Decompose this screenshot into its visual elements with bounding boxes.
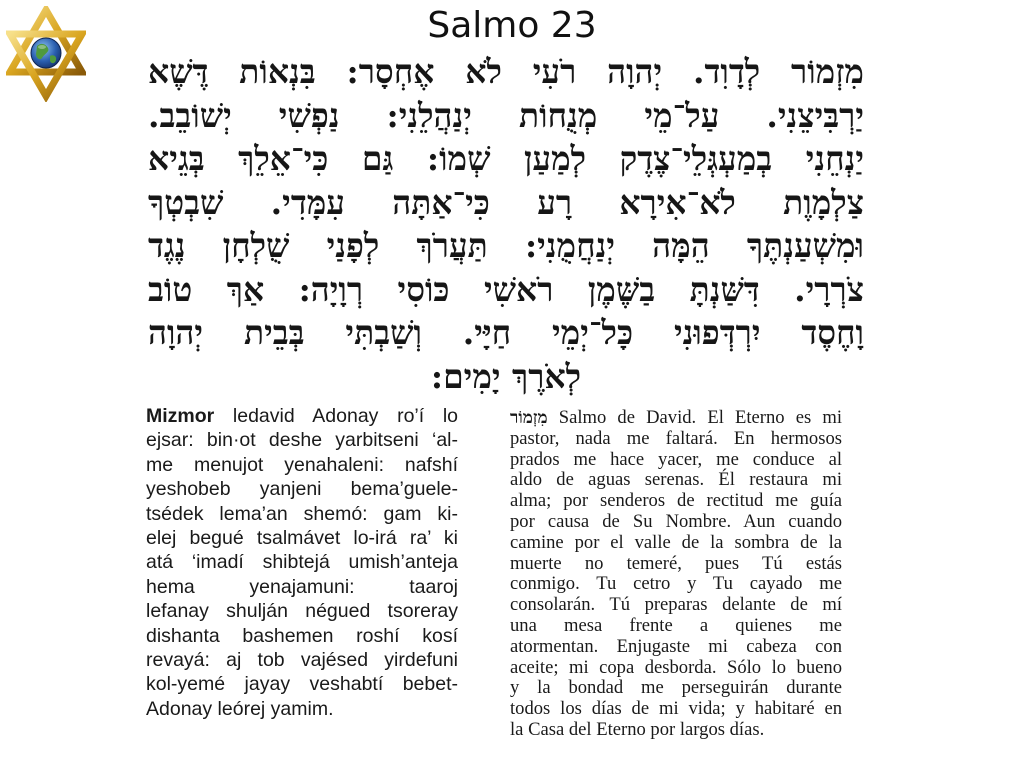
translit-line: yeshobeb yanjeni bema’guele- [146,478,458,501]
spanish-line: camine por el valle de la sombra de la [510,531,842,553]
hebrew-line: לְאֹרֶךְ יָמִים: [430,356,582,396]
spanish-line-text: Salmo de David. El Eterno es mi [547,407,842,428]
translit-first-word: Mizmor [146,405,215,427]
spanish-line: pastor, nada me faltará. En hermosos [510,427,842,449]
translit-line: lefanay shulján négued tsoreray [146,600,458,623]
translit-line: me menujot yenahaleni: nafshí [146,453,458,476]
spanish-hebrew-heading: מִזְמוֹר [510,408,548,428]
translit-line: tsédek lema’an shemó: gam ki- [146,502,458,525]
spanish-line: y la bondad me perseguirán durante [510,677,842,699]
translit-line: Adonay leórej yamim. [146,697,334,720]
hebrew-line: מִזְמוֹר לְדָוִד. יְהוָה רֹעִי לֹא אֶחְסָר: בִּנְאוֹת דֶּשֶׁא [148,52,864,91]
spanish-line: aldo de aguas serenas. Él restaura mi [510,469,842,491]
spanish-line: prados me hace yacer, me conduce al [510,448,842,470]
spanish-line: aceite; mi copa desborda. Sólo lo bueno [510,656,842,678]
spanish-line: atormentan. Enjugaste mi cabeza con [510,635,842,657]
translit-line: atá ‘imadí shibtejá umish’anteja [146,551,458,574]
page-title: Salmo 23 [427,5,597,46]
hebrew-line: צַלְמָוֶת לֹא־אִירָא רָע כִּי־אַתָּה עִמָּדִי. שִׁבְטְךָ [148,182,864,222]
transliteration-column [146,404,458,721]
spanish-line: la Casa del Eterno por largos días. [510,718,765,740]
translit-line: hema yenajamuni: taaroj [146,575,458,598]
spanish-line [510,408,842,429]
hebrew-line: וּמִשְׁעַנְתֶּךָ הֵמָּה יְנַחֲמֻנִי: תַּעֲרֹךְ לְפָנַי שֻׁלְחָן נֶגֶד [148,226,864,265]
spanish-line: conmigo. Tu cetro y Tu cayado me [510,573,842,595]
hebrew-line: יַרְבִּיצֵנִי. עַל־מֵי מְנֻחוֹת יְנַהֲלֵנִי: נַפְשִׁי יְשׁוֹבֵב. [148,95,864,135]
spanish-line: por causa de Su Nombre. Aun cuando [510,510,842,532]
hebrew-line: יַנְחֵנִי בְמַעְגְּלֵי־צֶדֶק לְמַעַן שְׁמוֹ: גַּם כִּי־אֵלֵךְ בְּגֵיא [148,139,864,178]
translit-line [146,404,458,428]
translit-line: elej begué tsalmávet lo-irá ra’ ki [146,526,458,549]
spanish-line: muerte no temeré, pues Tú estás [510,552,842,574]
translit-line: dishanta bashemen roshí kosí [146,624,458,647]
translit-line: kol-yemé jayay veshabtí bebet- [146,673,458,696]
spanish-line: una mesa frente a quienes me [510,614,842,636]
hebrew-line: צֹרְרָי. דִּשַּׁנְתָּ בַשֶּׁמֶן רֹאשִׁי כּוֹסִי רְוָיָה: אַךְ טוֹב [148,269,864,309]
spanish-line: todos los días de mi vida; y habitaré en [510,698,842,720]
translit-line: ejsar: bin·ot deshe yarbitseni ‘al- [146,429,458,452]
hebrew-psalm-text [148,50,864,398]
translit-line: revayá: aj tob vajésed yirdefuni [146,648,458,671]
translit-line-text: ledavid Adonay ro’í lo [214,405,458,427]
spanish-line: alma; por senderos de rectitud me guía [510,490,842,512]
spanish-line: consolarán. Tú preparas delante de mí [510,594,842,616]
hebrew-line: וָחֶסֶד יִרְדְּפוּנִי כָּל־יְמֵי חַיָּי. וְשַׁבְתִּי בְּבֵית יְהוָה [148,313,864,352]
spanish-translation-column [510,408,842,741]
